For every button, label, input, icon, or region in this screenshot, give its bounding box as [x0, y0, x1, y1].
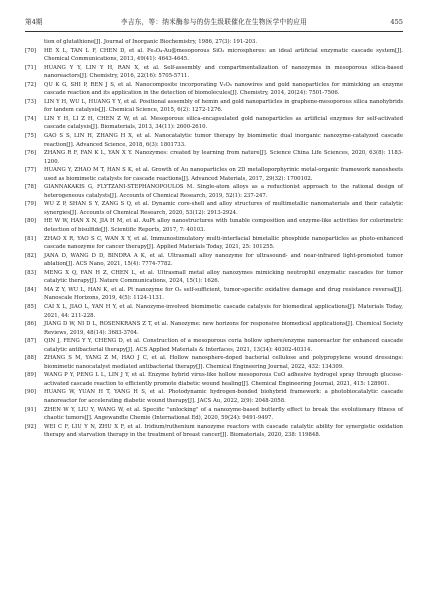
reference-text: GIANNAKAKIS G, FLYTZANI-STEPHANOPOULOS M. Single-atom alloys as a reductionist approach to the rational design of heterogeneous catalysts[J]. Accounts of Chemical Research, 2019, 52(1): 237-247.	[44, 184, 403, 199]
reference-text: HE X L, TAN L F, CHEN D, et al. Fe₃O₄-Au@mesoporous SiO₂ microspheres: an ideal artificial enzymatic cascade system[J]. Chemical Communications, 2013, 49(41): 4643-4645.	[44, 47, 403, 63]
issue-number: 第4期	[25, 18, 43, 26]
reference-number: [76]	[25, 150, 36, 157]
reference-text: tion of glutathione[J]. Journal of Inorganic Biochemistry, 1986, 27(3): 191-203.	[44, 39, 258, 45]
reference-text: ZHANG R F, FAN K L, YAN X Y. Nanozymes: created by learning from nature[J]. Science China Life Sciences, 2020, 63(8): 1183-1200.	[44, 150, 403, 165]
reference-number: [73]	[25, 98, 36, 105]
reference-number: [71]	[25, 64, 36, 71]
reference-text: WU Z P, SHAN S Y, ZANG S Q, et al. Dynamic core-shell and alloy structures of multimetallic nanomaterials and their catalytic synergies[J]. Accounts of Chemical Research, 2020, 53(12): 2913-2924.	[44, 201, 403, 216]
reference-text: LIN Y H, LI Z H, CHEN Z W, et al. Mesoporous silica-encapsulated gold nanoparticles as artificial enzymes for self-activated cascade catalysis[J]. Biomaterials, 2013, 34(11): 2600-2610.	[44, 115, 403, 131]
reference-number: [72]	[25, 81, 36, 88]
reference-entry	[25, 269, 403, 286]
reference-entry	[25, 38, 403, 47]
reference-entry	[25, 337, 403, 354]
reference-text: ZHANG S M, YANG Z M, HAO J C, et al. Hollow nanosphere-doped bacterial cellulose and polypropylene wound dressings: biomimetic nanocatalyst mediated antibacterial therapy[J]. Chemical Engineering Journal, 2022, 432: 134309.	[44, 355, 403, 370]
reference-text: MENG X Q, FAN H Z, CHEN L, et al. Ultrasmall metal alloy nanozymes mimicking neutrophil enzymatic cascades for tumor catalytic therapy[J]. Nature Communications, 2024, 15(1): 1626.	[44, 269, 403, 285]
reference-number: [92]	[25, 423, 36, 430]
reference-number: [85]	[25, 303, 36, 310]
reference-entry	[25, 132, 403, 149]
reference-text: GAO S S, LIN H, ZHANG H X, et al. Nanocatalytic tumor therapy by biomimetic dual inorganic nanozyme-catalyzed cascade reaction[J]. Advanced Science, 2018, 6(3): 1801733.	[44, 133, 403, 148]
reference-text: LIN Y H, WU L, HUANG Y Y, et al. Positional assembly of hemin and gold nanoparticles in graphene-mesoporous silica nanohybrids for tandem catalysis[J]. Chemical Science, 2015, 6(2): 1272-1276.	[44, 98, 403, 114]
reference-entry	[25, 388, 403, 405]
reference-number: [88]	[25, 355, 36, 362]
reference-number: [87]	[25, 338, 36, 345]
reference-entry	[25, 371, 403, 388]
reference-entry	[25, 423, 403, 440]
reference-text: MA Z Y, WU L, HAN K, et al. Pt nanozyme for O₂ self-sufficient, tumor-specific oxidative damage and drug resistance reversal[J]. Nanoscale Horizons, 2019, 4(5): 1124-1131.	[44, 286, 403, 302]
reference-entry	[25, 166, 403, 183]
reference-number: [81]	[25, 235, 36, 242]
reference-number: [78]	[25, 184, 36, 191]
reference-entry	[25, 320, 403, 337]
reference-entry	[25, 47, 403, 64]
reference-number: [74]	[25, 115, 36, 122]
reference-entry	[25, 81, 403, 98]
reference-list	[25, 38, 403, 440]
reference-text: WEI C F, LIU Y N, ZHU X F, et al. Iridium/ruthenium nanozyme reactors with cascade catalytic ability for synergistic oxidation therapy and starvation therapy in the treatment of breast cancer[J]. Biomaterials, 2020, 238: 119848.	[44, 423, 403, 439]
reference-number: [75]	[25, 133, 36, 140]
reference-text: HUANG Y, ZHAO M T, HAN S K, et al. Growth of Au nanoparticles on 2D metalloporphyrinic metal-organic framework nanosheets used as biomimetic catalysts for cascade reactions[J]. Advanced Materials, 2017, 29(32): 1700102.	[44, 167, 403, 182]
reference-text: QU K G, SHI P, REN J S, et al. Nanocomposite incorporating V₂O₅ nanowires and gold nanoparticles for mimicking an enzyme cascade reaction and its application in the detection of biomolecules[J]. Chemistry, 2014, 20(24): 7501-7506.	[44, 81, 403, 97]
reference-entry	[25, 217, 403, 234]
reference-entry	[25, 286, 403, 303]
reference-number: [79]	[25, 201, 36, 208]
running-header	[25, 15, 403, 29]
reference-entry	[25, 115, 403, 132]
reference-entry	[25, 149, 403, 166]
reference-text: QIN J, FENG Y Y, CHENG D, et al. Construction of a mesoporous ceria hollow sphere/enzyme nanoreactor for enhanced cascade catalytic antibacterial therapy[J]. ACS Applied Materials & Interfaces, 2021, 13(34): 40302-40314.	[44, 338, 403, 353]
reference-entry	[25, 235, 403, 252]
reference-number: [83]	[25, 269, 36, 276]
reference-text: HUANG W, YUAN H T, YANG H S, et al. Photodynamic hydrogen-bonded biohybrid framework: a photobiocatalytic cascade nanoreactor for accelerating diabetic wound therapy[J]. JACS Au, 2022, 2(9): 2048-2058.	[44, 389, 403, 404]
reference-entry	[25, 183, 403, 200]
reference-text: HE W W, HAN X N, JIA H M, et al. AuPt alloy nanostructures with tunable composition and enzyme-like activities for colorimetric detection of bisulfide[J]. Scientific Reports, 2017, 7: 40103.	[44, 218, 403, 234]
reference-number: [80]	[25, 218, 36, 225]
reference-entry	[25, 252, 403, 269]
reference-number: [90]	[25, 389, 36, 396]
page-number: 455	[390, 18, 403, 26]
reference-text: ZHEN W Y, LIU Y, WANG W, et al. Specific "unlocking" of a nanozyme-based butterfly effect to break the evolutionary fitness of chaotic tumors[J]. Angewandte Chemie (International Ed), 2020, 59(24): 9491-9497.	[44, 406, 403, 422]
reference-text: WANG P Y, PENG L L, LIN J Y, et al. Enzyme hybrid virus-like hollow mesoporous CuO adhesive hydrogel spray through glucose-activated cascade reaction to efficiently promote diabetic wound healing[J]. Chemical Engineering Journal, 2021, 415: 128901.	[44, 372, 403, 387]
reference-text: ZHAO X R, YAO S C, WAN X Y, et al. Immunostimulatory multi-interfacial bimetallic phosphide nanoparticles as photo-enhanced cascade nanozyme for cancer therapy[J]. Applied Materials Today, 2021, 25: 101255.	[44, 235, 403, 251]
reference-text: HUANG Y Y, LIN Y H, RAN X, et al. Self-assembly and compartmentalization of nanozymes in mesoporous silica-based nanoreactors[J]. Chemistry, 2016, 22(16): 5705-5711.	[44, 64, 403, 80]
reference-entry	[25, 200, 403, 217]
reference-entry	[25, 64, 403, 81]
header-rule	[25, 31, 403, 32]
reference-entry	[25, 98, 403, 115]
reference-entry	[25, 406, 403, 423]
reference-number: [91]	[25, 406, 36, 413]
reference-entry	[25, 354, 403, 371]
reference-number: [77]	[25, 167, 36, 174]
reference-entry	[25, 303, 403, 320]
reference-number: [82]	[25, 252, 36, 259]
reference-text: JIANG D W, NI D L, ROSENKRANS Z T, et al. Nanozyme: new horizons for responsive biomedical applications[J]. Chemical Society Reviews, 2019, 48(14): 3683-3704.	[44, 321, 403, 336]
reference-text: JANA D, WANG D D, BINDRA A K, et al. Ultrasmall alloy nanozyme for ultrasound- and near-infrared light-promoted tumor ablation[J]. ACS Nano, 2021, 15(4): 7774-7782.	[44, 252, 403, 268]
reference-number: [70]	[25, 47, 36, 54]
reference-number: [86]	[25, 321, 36, 328]
reference-number: [89]	[25, 372, 36, 379]
running-title: 李吉东，等：纳米酶参与的仿生级联催化在生物医学中的应用	[120, 18, 308, 26]
reference-number: [84]	[25, 286, 36, 293]
reference-text: CAI X L, JIAO L, YAN H Y, et al. Nanozyme-involved biomimetic cascade catalysis for biomedical applications[J]. Materials Today, 2021, 44: 211-228.	[44, 303, 403, 319]
